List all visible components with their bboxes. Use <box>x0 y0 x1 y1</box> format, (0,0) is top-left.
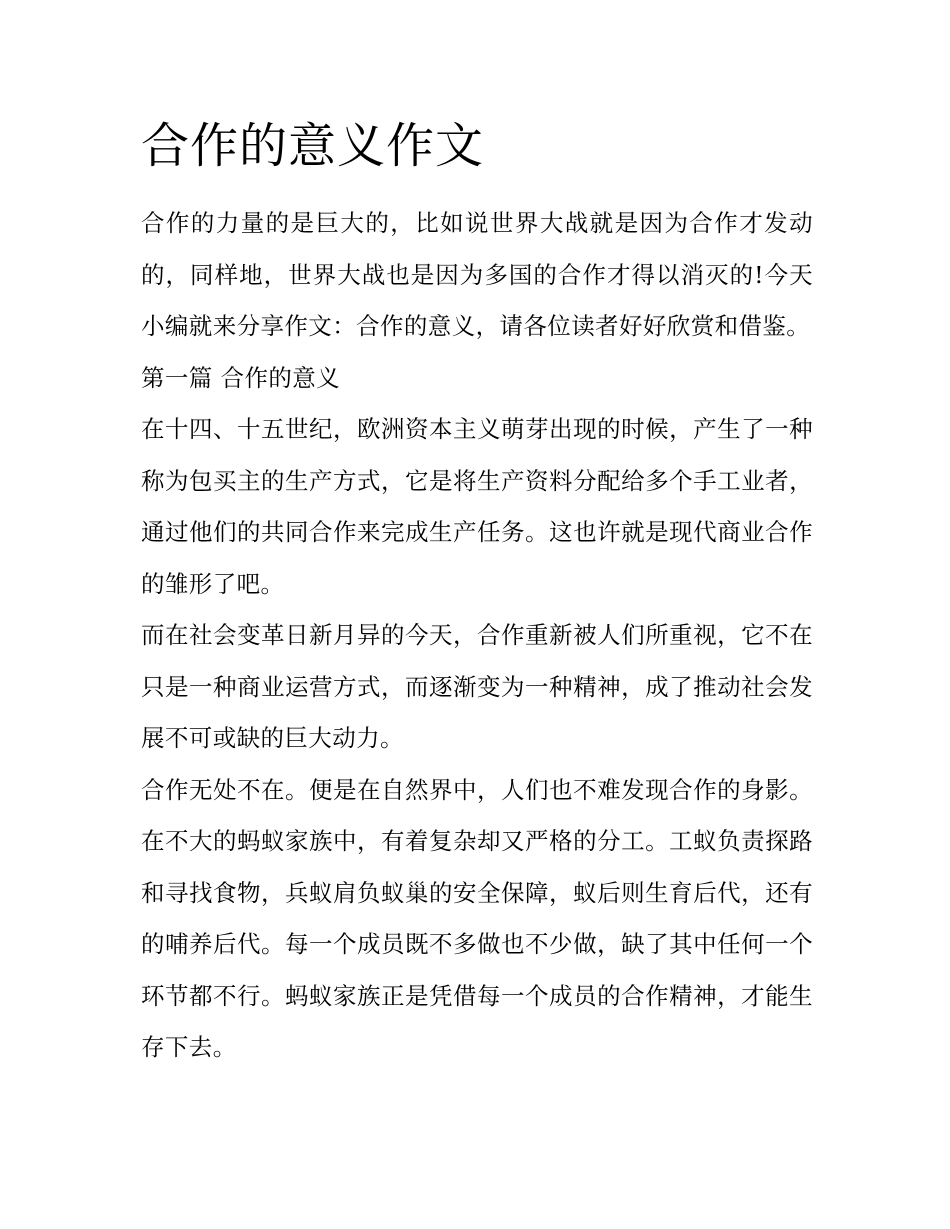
document-body <box>141 112 813 1074</box>
intro-paragraph: 合作的力量的是巨大的，比如说世界大战就是因为合作才发动的，同样地，世界大战也是因为多国的合作才得以消灭的!今天小编就来分享作文：合作的意义，请各位读者好好欣赏和借鉴。 <box>141 209 813 340</box>
body-paragraph-history: 在十四、十五世纪，欧洲资本主义萌芽出现的时候，产生了一种称为包买主的生产方式，它是将生产资料分配给多个手工业者，通过他们的共同合作来完成生产任务。这也许就是现代商业合作的雏形了吧。 <box>141 415 813 598</box>
body-paragraph-nature: 合作无处不在。便是在自然界中，人们也不难发现合作的身影。在不大的蚂蚁家族中，有着复杂却又严格的分工。工蚁负责探路和寻找食物，兵蚁肩负蚁巢的安全保障，蚁后则生育后代，还有的哺养后代。每一个成员既不多做也不少做，缺了其中任何一个环节都不行。蚂蚁家族正是凭借每一个成员的合作精神，才能生存下去。 <box>141 775 813 1061</box>
document-title: 合作的意义作文 <box>141 118 485 174</box>
section-heading: 第一篇 合作的意义 <box>141 363 341 392</box>
body-paragraph-modern: 而在社会变革日新月异的今天，合作重新被人们所重视，它不在只是一种商业运营方式，而逐渐变为一种精神，成了推动社会发展不可或缺的巨大动力。 <box>141 621 813 752</box>
